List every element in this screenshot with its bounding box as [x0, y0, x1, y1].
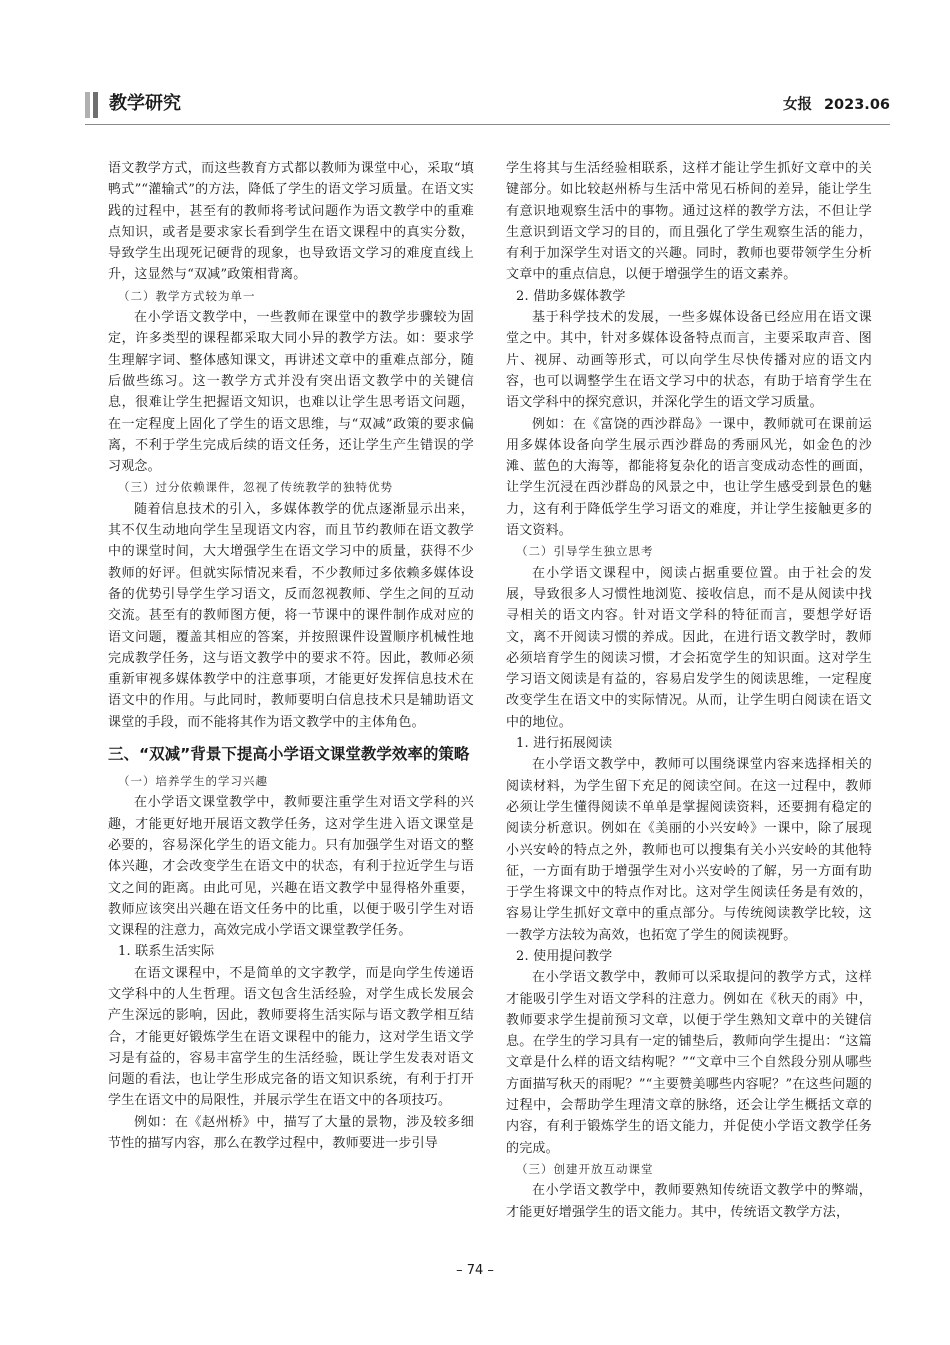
numbered-heading: 1. 联系生活实际: [118, 944, 215, 960]
subheading: （二）引导学生独立思考: [516, 544, 654, 559]
numbered-heading: 2. 借助多媒体教学: [516, 288, 626, 304]
numbered-heading: 1. 进行拓展阅读: [516, 736, 613, 752]
issue-number: 2023.06: [823, 97, 890, 113]
section-heading: 三、“双减”背景下提高小学语文课堂教学效率的策略: [108, 745, 470, 764]
paragraph: 在小学语文课堂教学中，教师要注重学生对语文学科的兴趣，才能更好地开展语文教学任务，这对学生进入语文课堂是必要的，容易深化学生的语文能力。只有加强学生对语文的整体兴趣，才会改变学生在语文中的状态，有利于拉近学生与语文之间的距离。由此可见，兴趣在语文教学中显得格外重要，教师应该突出兴趣在语文任务中的比重，以便于吸引学生对语文课程的注意力，高效完成小学语文课堂教学任务。: [108, 795, 474, 939]
paragraph: 例如：在《赵州桥》中，描写了大量的景物，涉及较多细节性的描写内容，那么在教学过程中，教师要进一步引导: [108, 1114, 474, 1152]
paragraph: 例如：在《富饶的西沙群岛》一课中，教师就可在课前运用多媒体设备向学生展示西沙群岛的秀丽风光，如金色的沙滩、蓝色的大海等，都能将复杂化的语言变成动态性的画面，让学生沉浸在西沙群岛的风景之中，也让学生感受到景色的魅力，这有利于降低学生学习语文的难度，并让学生接触更多的语文资料。: [506, 416, 872, 539]
paragraph: 语文教学方式，而这些教育方式都以教师为课堂中心，采取“填鸭式”“灌输式”的方法，降低了学生的语文学习质量。在语文实践的过程中，甚至有的教师将考试问题作为语文教学中的重难点知识，或者是要求家长看到学生在语文课程中的真实分数，导致学生出现死记硬背的现象，也导致语文学习的难度直线上升，这显然与“双减”政策相背离。: [108, 161, 474, 283]
paragraph: 随着信息技术的引入，多媒体教学的优点逐渐显示出来，其不仅生动地向学生呈现语文内容，而且节约教师在语文教学中的课堂时间，大大增强学生在语文学习中的质量，获得不少教师的好评。但就实际情况来看，不少教师过多依赖多媒体设备的优势引导学生学习语文，反而忽视教师、学生之间的互动交流。甚至有的教师图方便，将一节课中的课件制作成对应的语文问题，覆盖其相应的答案，并按照课件设置顺序机械性地完成教学任务，这与语文教学中的要求不符。因此，教师必须重新审视多媒体教学中的注意事项，才能更好发挥信息技术在语文中的作用。与此同时，教师要明白信息技术只是辅助语文课堂的手段，而不能将其作为语文教学中的主体角色。: [108, 501, 474, 730]
paragraph: 学生将其与生活经验相联系，这样才能让学生抓好文章中的关键部分。如比较赵州桥与生活中常见石桥间的差异，能让学生有意识地观察生活中的事物。通过这样的教学方法，不但让学生意识到语文学习的目的，而且强化了学生观察生活的能力，有利于加深学生对语文的兴趣。同时，教师也要带领学生分析文章中的重点信息，以便于增强学生的语文素养。: [506, 161, 872, 283]
paragraph: 在小学语文课程中，阅读占据重要位置。由于社会的发展，导致很多人习惯性地浏览、接收信息，而不是从阅读中找寻相关的语文内容。针对语文学科的特征而言，要想学好语文，离不开阅读习惯的养成。因此，在进行语文教学时，教师必须培育学生的阅读习惯，才会拓宽学生的知识面。这对学生学习语文阅读是有益的，容易启发学生的阅读思维，一定程度改变学生在语文中的实际情况。从而，让学生明白阅读在语文中的地位。: [506, 565, 872, 730]
header-bar-light: [85, 92, 90, 118]
journal-info: [771, 95, 890, 115]
header-bar-dark: [93, 92, 98, 118]
subheading: （三）过分依赖课件，忽视了传统教学的独特优势: [118, 480, 393, 495]
subheading: （三）创建开放互动课堂: [516, 1161, 654, 1176]
page-header: [85, 92, 890, 118]
section-title: 教学研究: [109, 93, 181, 114]
journal-name: 女报: [782, 97, 812, 113]
right-column: [506, 158, 872, 1258]
paragraph: 在语文课程中，不是简单的文字教学，而是向学生传递语文学科中的人生哲理。语文包含生活经验，对学生成长发展会产生深远的影响，因此，教师要将生活实际与语文教学相互结合，才能更好锻炼学生在语文课程中的能力，这对学生语文学习是有益的，容易丰富学生的生活经验，既让学生发表对语文问题的看法，也让学生形成完备的语文知识系统，有利于打开学生在语文中的局限性，并展示学生在语文中的各项技巧。: [108, 965, 474, 1109]
paragraph: 在小学语文教学中，一些教师在课堂中的教学步骤较为固定，许多类型的课程都采取大同小异的教学方法。如：要求学生理解字词、整体感知课文，再讲述文章中的重难点部分，随后做些练习。这一教学方式并没有突出语文教学中的关键信息，很难让学生把握语文知识，也难以让学生思考语文问题，在一定程度上固化了学生的语文思维，与“双减”政策的要求偏离，不利于学生完成后续的语文任务，还让学生产生错误的学习观念。: [108, 310, 474, 475]
subheading: （二）教学方式较为单一: [118, 288, 256, 303]
numbered-heading: 2. 使用提问教学: [516, 948, 613, 964]
header-rule: [85, 124, 890, 125]
left-column: [108, 158, 474, 1258]
paragraph: 在小学语文教学中，教师可以围绕课堂内容来选择相关的阅读材料，为学生留下充足的阅读空间。在这一过程中，教师必须让学生懂得阅读不单单是掌握阅读资料，还要拥有稳定的阅读分析意识。例如在《美丽的小兴安岭》一课中，除了展现小兴安岭的特点之外，教师也可以搜集有关小兴安岭的其他特征，一方面有助于增强学生对小兴安岭的了解，另一方面有助于学生将课文中的特点作对比。这对学生阅读任务是有效的，容易让学生抓好文章中的重点部分。与传统阅读教学比较，这一教学方法较为高效，也拓宽了学生的阅读视野。: [506, 757, 872, 943]
paragraph: 基于科学技术的发展，一些多媒体设备已经应用在语文课堂之中。其中，针对多媒体设备特点而言，主要采取声音、图片、视屏、动画等形式，可以向学生尽快传播对应的语文内容，也可以调整学生在语文学习中的状态，有助于培育学生在语文学科中的探究意识，并深化学生的语文学习质量。: [506, 310, 872, 411]
paragraph: 在小学语文教学中，教师可以采取提问的教学方式，这样才能吸引学生对语文学科的注意力。例如在《秋天的雨》中，教师要求学生提前预习文章，以便于学生熟知文章中的关键信息。在学生的学习具有一定的铺垫后，教师向学生提出：“这篇文章是什么样的语文结构呢？”“文章中三个自然段分别从哪些方面描写秋天的雨呢？”“主要赞美哪些内容呢？”在这些问题的过程中，会帮助学生理清文章的脉络，还会让学生概括文章的内容，有利于锻炼学生的语文能力，并促使小学语文教学任务的完成。: [506, 970, 872, 1156]
subheading: （一）培养学生的学习兴趣: [118, 774, 268, 789]
page-number: – 74 –: [456, 1263, 494, 1278]
paragraph: 在小学语文教学中，教师要熟知传统语文教学中的弊端，才能更好增强学生的语文能力。其中，传统语文教学方法，: [506, 1183, 872, 1220]
